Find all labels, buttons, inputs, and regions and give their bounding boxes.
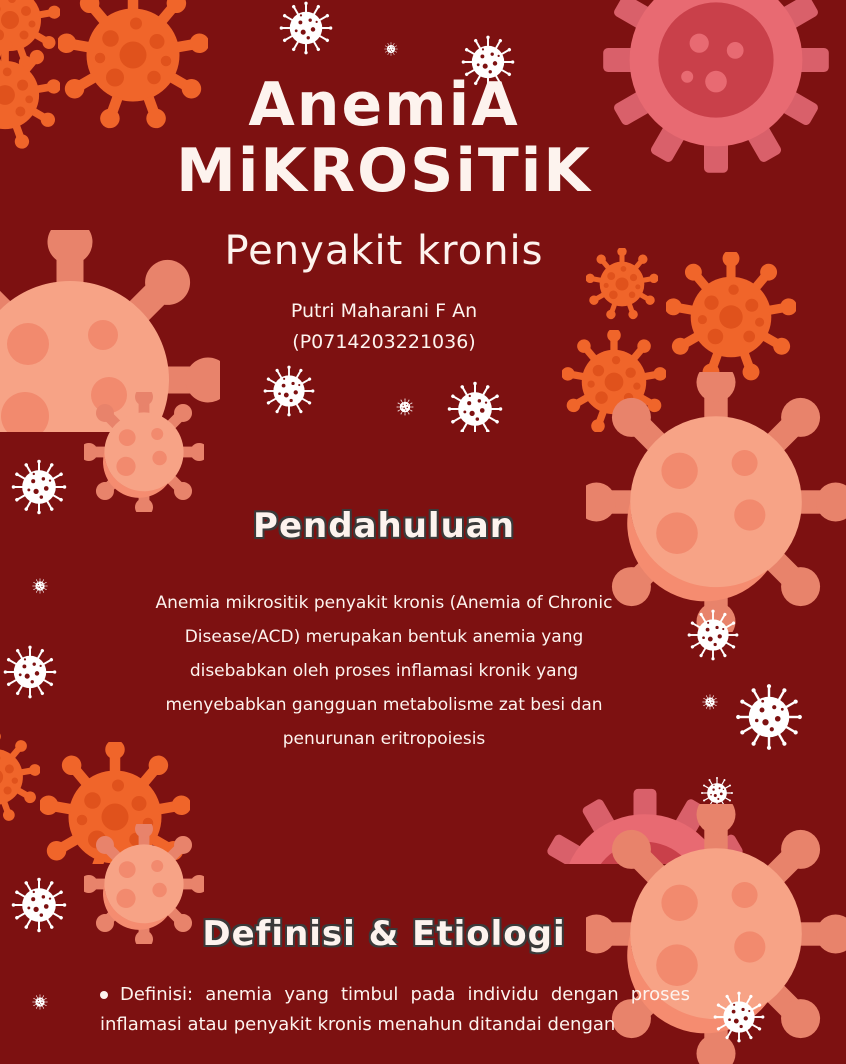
section-heading: Pendahuluan	[253, 506, 515, 546]
virus-white-icon	[734, 682, 804, 752]
definition-bullet	[100, 980, 690, 1040]
title-line-2: MiKROSiTiK	[176, 136, 592, 206]
slide-definisi	[0, 864, 768, 1035]
definition-text: Definisi: anemia yang timbul pada individu dengan proses inflamasi atau penyakit kronis menahun ditandai dengan	[100, 984, 690, 1035]
section-heading: Definisi & Etiologi	[202, 914, 566, 954]
virus-white-icon	[262, 364, 316, 418]
bullet-dot-icon	[100, 991, 108, 999]
page-title	[0, 72, 768, 204]
virus-peach-icon	[586, 372, 846, 632]
virus-white-icon	[702, 694, 718, 710]
author-block	[0, 296, 768, 358]
author-name: Putri Maharani F An	[290, 300, 478, 322]
virus-white-icon	[32, 578, 48, 594]
title-line-1: AnemiA	[248, 70, 520, 140]
virus-orange-icon	[0, 732, 40, 822]
subtitle: Penyakit kronis	[224, 228, 544, 274]
slide-title	[0, 0, 768, 432]
virus-white-icon	[446, 380, 504, 438]
intro-paragraph: Anemia mikrositik penyakit kronis (Anemia of Chronic Disease/ACD) merupakan bentuk anemia yang disebabkan oleh proses inflamasi kronik yang menyebabkan gangguan metabolisme zat besi dan penurunan eritropoiesis	[155, 593, 613, 749]
author-id: (P0714203221036)	[292, 331, 476, 353]
virus-white-icon	[712, 990, 766, 1044]
slide-pendahuluan	[0, 432, 768, 864]
virus-peach-icon	[84, 392, 204, 512]
virus-white-icon	[2, 644, 58, 700]
virus-white-icon	[384, 42, 398, 56]
virus-white-icon	[396, 398, 414, 416]
virus-white-icon	[686, 608, 740, 662]
virus-white-icon	[32, 994, 48, 1010]
virus-white-icon	[278, 0, 334, 56]
